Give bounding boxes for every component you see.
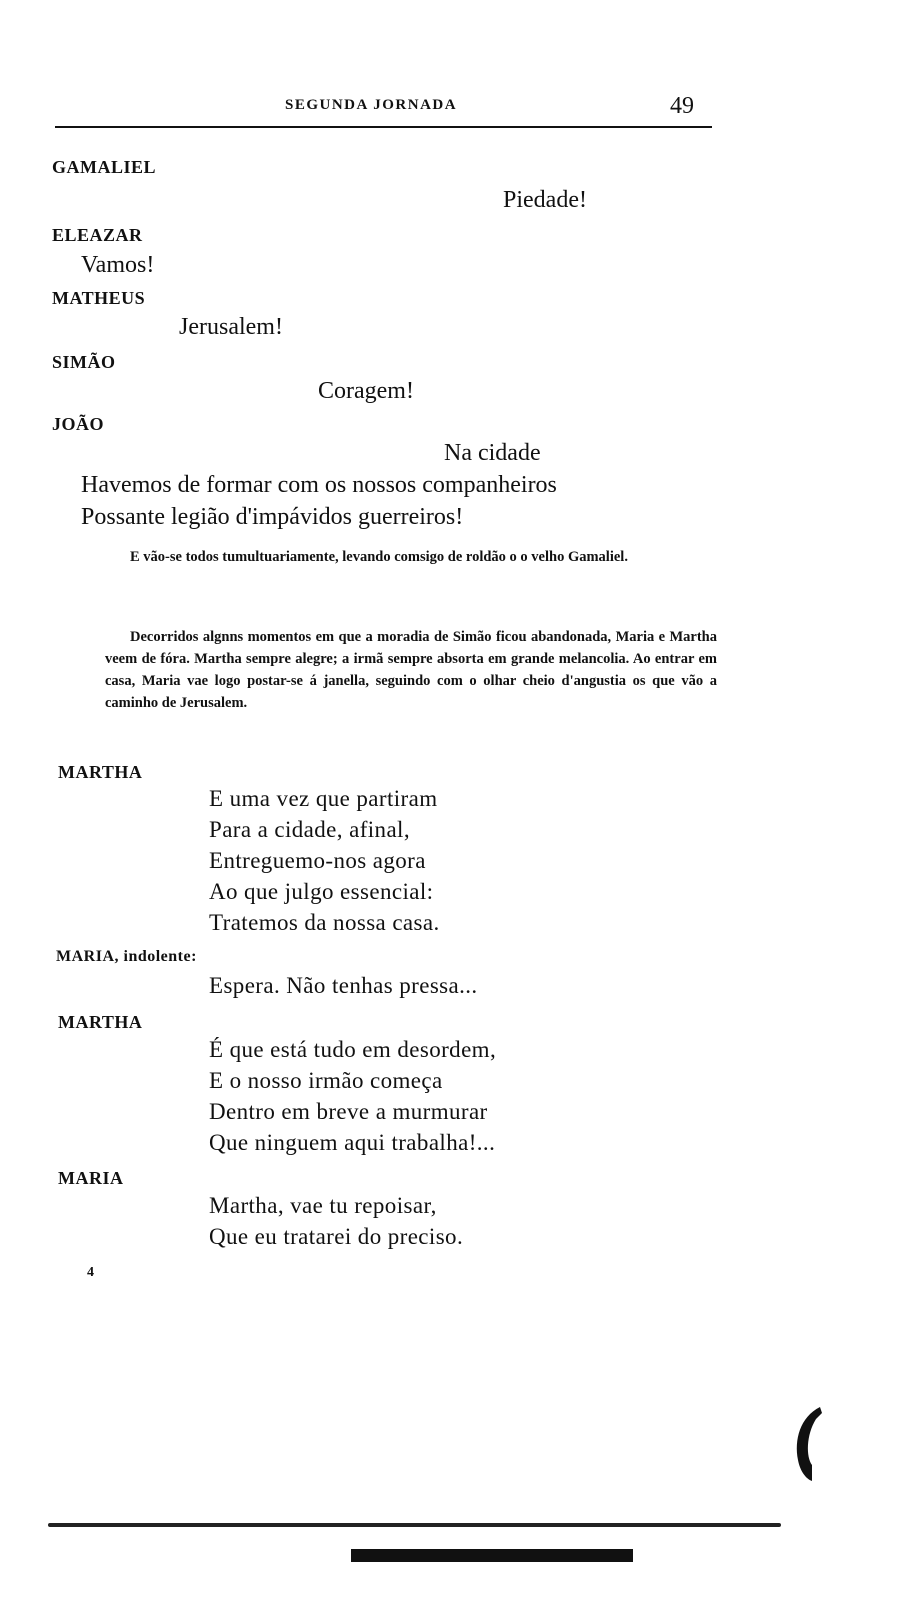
speaker-matheus: MATHEUS xyxy=(52,288,146,308)
scan-edge-mark xyxy=(790,1405,832,1483)
speaker-maria: MARIA xyxy=(58,1168,124,1188)
speaker-gamaliel: GAMALIEL xyxy=(52,157,157,177)
speaker-martha-2: MARTHA xyxy=(58,1012,143,1032)
verse-martha-5: Tratemos da nossa casa. xyxy=(209,910,440,935)
verse-martha-1: E uma vez que partiram xyxy=(209,786,438,811)
line-eleazar: Vamos! xyxy=(81,252,155,278)
speaker-joao: JOÃO xyxy=(52,414,105,434)
running-header-title: SEGUNDA JORNADA xyxy=(285,97,458,113)
stage-direction-exit-text: E vão-se todos tumultuariamente, levando comsigo de roldão o o velho Gamaliel. xyxy=(130,549,628,565)
signature-mark: 4 xyxy=(87,1265,94,1280)
line-joao-2: Havemos de formar com os nossos companheiros xyxy=(81,472,557,498)
line-joao-3: Possante legião d'impávidos guerreiros! xyxy=(81,504,464,530)
stage-direction-martha-maria-text: Decorridos algnns momentos em que a moradia de Simão ficou abandonada, Maria e Martha veem de fóra. Martha sempre alegre; a irmã sempre absorta em grande melancolia. Ao entrar em casa, Maria vae logo postar-se á janella, seguindo com o olhar cheio d'angustia os que vão a caminho de Jerusalem. xyxy=(105,629,717,711)
header-rule xyxy=(55,126,712,128)
page-number: 49 xyxy=(670,93,694,119)
verse-maria-1: Espera. Não tenhas pressa... xyxy=(209,973,478,998)
stage-direction-exit xyxy=(105,546,717,568)
bottom-scan-rule xyxy=(48,1523,781,1527)
verse-martha2-4: Que ninguem aqui trabalha!... xyxy=(209,1130,496,1155)
speaker-maria-indolente: MARIA, indolente: xyxy=(56,948,197,965)
line-matheus: Jerusalem! xyxy=(179,314,283,340)
verse-martha-4: Ao que julgo essencial: xyxy=(209,879,434,904)
verse-maria2-1: Martha, vae tu repoisar, xyxy=(209,1193,437,1218)
bottom-scan-bar xyxy=(351,1549,633,1562)
verse-martha-2: Para a cidade, afinal, xyxy=(209,817,410,842)
verse-martha-3: Entreguemo-nos agora xyxy=(209,848,426,873)
verse-martha2-3: Dentro em breve a murmurar xyxy=(209,1099,488,1124)
speaker-martha: MARTHA xyxy=(58,762,143,782)
verse-martha2-2: E o nosso irmão começa xyxy=(209,1068,443,1093)
speaker-eleazar: ELEAZAR xyxy=(52,225,143,245)
line-gamaliel: Piedade! xyxy=(503,187,587,213)
verse-maria2-2: Que eu tratarei do preciso. xyxy=(209,1224,464,1249)
verse-martha2-1: É que está tudo em desordem, xyxy=(209,1037,497,1062)
speaker-simao: SIMÃO xyxy=(52,352,116,372)
line-joao-1: Na cidade xyxy=(444,440,541,466)
line-simao: Coragem! xyxy=(318,378,414,404)
stage-direction-martha-maria xyxy=(105,626,717,714)
